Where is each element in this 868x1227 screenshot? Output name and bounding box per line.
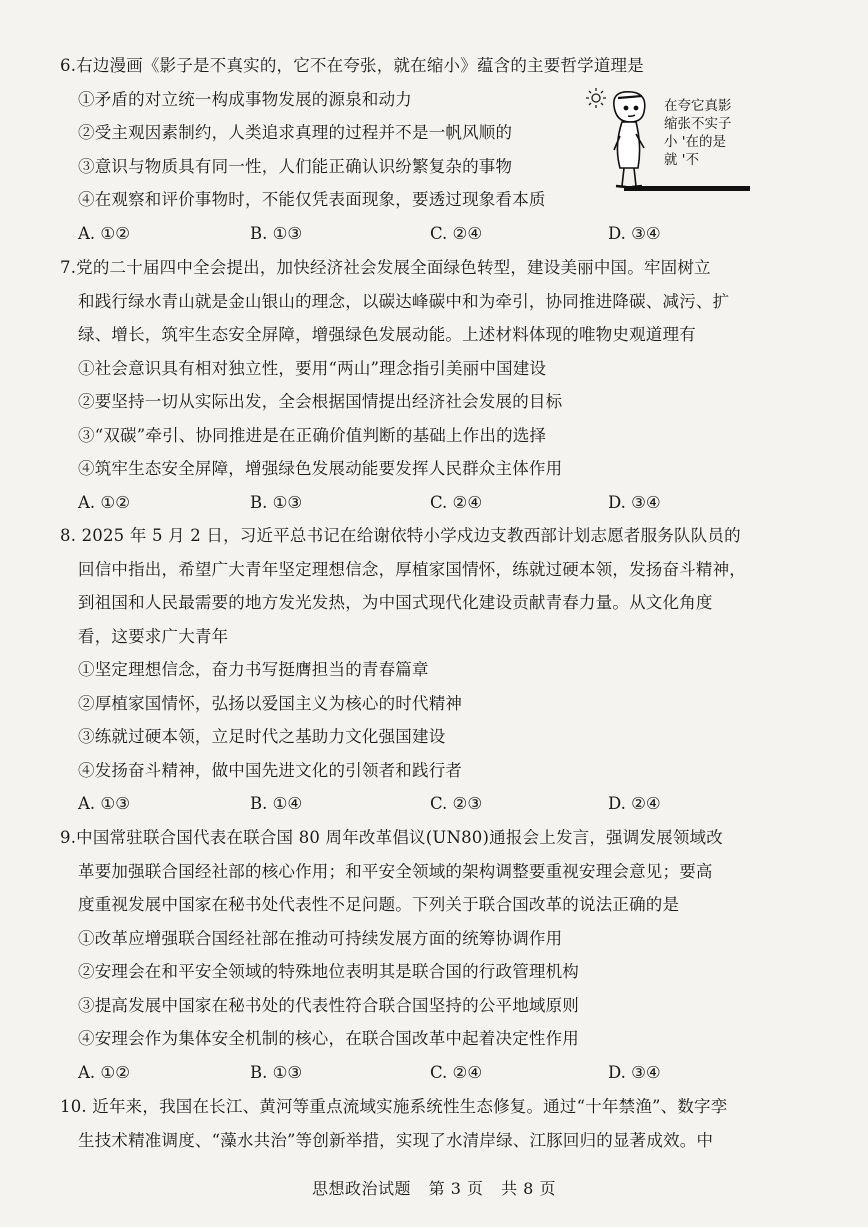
shadow-bar <box>624 186 750 191</box>
q7-stem-line-2: 和践行绿水青山就是金山银山的理念，以碳达峰碳中和为牵引，协同推进降碳、减污、扩 <box>78 291 730 311</box>
q9-choice-a: A. ①② <box>78 1062 130 1082</box>
cartoon-caption-line-4: 就 '不 <box>664 152 700 168</box>
q7-stem-line-3: 绿、增长，筑牢生态安全屏障，增强绿色发展动能。上述材料体现的唯物史观道理有 <box>78 325 696 344</box>
q6-option-3: ③意识与物质具有同一性，人们能正确认识纷繁复杂的事物 <box>78 156 513 176</box>
q7-choice-c: C. ②④ <box>430 492 483 512</box>
q6-option-4: ④在观察和评价事物时，不能仅凭表面现象，要透过现象看本质 <box>78 190 546 209</box>
cartoon-caption-line-1: 在夸它真影 <box>664 98 732 114</box>
q8-option-3: ③练就过硬本领，立足时代之基助力文化强国建设 <box>78 727 446 746</box>
q8-option-4: ④发扬奋斗精神，做中国先进文化的引领者和践行者 <box>78 760 463 780</box>
q6-stem: 6.右边漫画《影子是不真实的，它不在夸张，就在缩小》蕴含的主要哲学道理是 <box>60 56 644 75</box>
q6-option-2: ②受主观因素制约，人类追求真理的过程并不是一帆风顺的 <box>78 123 513 142</box>
q8-choice-a: A. ①③ <box>78 794 130 813</box>
cartoon-figure-illustration <box>584 86 752 198</box>
shadow-cartoon <box>584 86 752 198</box>
q8-option-2: ②厚植家国情怀，弘扬以爱国主义为核心的时代精神 <box>78 693 463 713</box>
q8-choices <box>60 787 760 821</box>
q9-stem-line-1: 9.中国常驻联合国代表在联合国 80 周年改革倡议(UN80)通报会上发言，强调发展领域改 <box>60 828 723 847</box>
q6-choice-d: D. ③④ <box>608 223 661 243</box>
q6-choice-a: A. ①② <box>78 223 130 243</box>
q6-choice-b: B. ①③ <box>250 223 303 243</box>
footer-subject: 思想政治试题 <box>312 1179 412 1198</box>
q8-choice-b: B. ①④ <box>250 794 303 813</box>
q8-choice-c: C. ②③ <box>430 794 483 813</box>
q7-option-4: ④筑牢生态安全屏障，增强绿色发展动能要发挥人民群众主体作用 <box>78 459 563 478</box>
q7-option-3: ③“双碳”牵引、协同推进是在正确价值判断的基础上作出的选择 <box>78 425 547 445</box>
q7-option-1: ①社会意识具有相对独立性，要用“两山”理念指引美丽中国建设 <box>78 358 547 378</box>
q7-choice-a: A. ①② <box>78 492 130 512</box>
question-8 <box>60 519 760 821</box>
page-footer <box>0 1176 868 1199</box>
q9-choices <box>60 1056 760 1090</box>
sun-icon <box>586 88 606 108</box>
q6-choice-c: C. ②④ <box>430 223 483 243</box>
q9-choice-c: C. ②④ <box>430 1062 483 1082</box>
q8-stem-line-3: 到祖国和人民最需要的地方发光发热，为中国式现代化建设贡献青春力量。从文化角度 <box>78 593 713 612</box>
q7-choices <box>60 486 760 520</box>
q9-choice-d: D. ③④ <box>608 1062 661 1082</box>
q10-stem-line-2: 生技术精准调度、“藻水共治”等创新举措，实现了水清岸绿、江豚回归的显著成效。中 <box>78 1130 714 1150</box>
q9-choice-b: B. ①③ <box>250 1062 303 1082</box>
question-10 <box>60 1090 760 1157</box>
q7-choice-b: B. ①③ <box>250 492 303 512</box>
q9-option-3: ③提高发展中国家在秘书处的代表性符合联合国坚持的公平地域原则 <box>78 995 579 1015</box>
cartoon-caption-line-3: 小 '在的是 <box>664 134 727 150</box>
q8-choice-d: D. ②④ <box>608 794 661 813</box>
q9-option-4: ④安理会作为集体安全机制的核心，在联合国改革中起着决定性作用 <box>78 1029 579 1048</box>
q6-choices <box>60 217 760 251</box>
question-7 <box>60 251 760 519</box>
q9-stem-line-3: 度重视发展中国家在秘书处代表性不足问题。下列关于联合国改革的说法正确的是 <box>78 895 680 914</box>
q6-option-1: ①矛盾的对立统一构成事物发展的源泉和动力 <box>78 89 412 109</box>
q9-option-2: ②安理会在和平安全领域的特殊地位表明其是联合国的行政管理机构 <box>78 962 579 981</box>
footer-total-pages: 共 8 页 <box>501 1179 556 1198</box>
q7-choice-d: D. ③④ <box>608 492 661 512</box>
q8-stem-line-1: 8. 2025 年 5 月 2 日，习近平总书记在给谢依特小学戍边支教西部计划志愿者服务队队员的 <box>60 526 741 545</box>
question-9 <box>60 821 760 1089</box>
q10-stem-line-1: 10. 近年来，我国在长江、黄河等重点流域实施系统性生态修复。通过“十年禁渔”、数字孪 <box>60 1097 728 1116</box>
q8-option-1: ①坚定理想信念，奋力书写挺膺担当的青春篇章 <box>78 660 429 679</box>
q7-option-2: ②要坚持一切从实际出发，全会根据国情提出经济社会发展的目标 <box>78 392 563 411</box>
cartoon-caption-line-2: 缩张不实子 <box>664 116 732 132</box>
q9-stem-line-2: 革要加强联合国经社部的核心作用；和平安全领域的架构调整要重视安理会意见；要高 <box>78 861 713 881</box>
q8-stem-line-4: 看，这要求广大青年 <box>78 626 229 646</box>
q7-stem-line-1: 7.党的二十届四中全会提出，加快经济社会发展全面绿色转型，建设美丽中国。牢固树立 <box>60 258 711 277</box>
footer-page-number: 第 3 页 <box>428 1179 484 1198</box>
q9-option-1: ①改革应增强联合国经社部在推动可持续发展方面的统筹协调作用 <box>78 928 563 948</box>
q8-stem-line-2: 回信中指出，希望广大青年坚定理想信念，厚植家国情怀，练就过硬本领，发扬奋斗精神， <box>78 559 746 579</box>
